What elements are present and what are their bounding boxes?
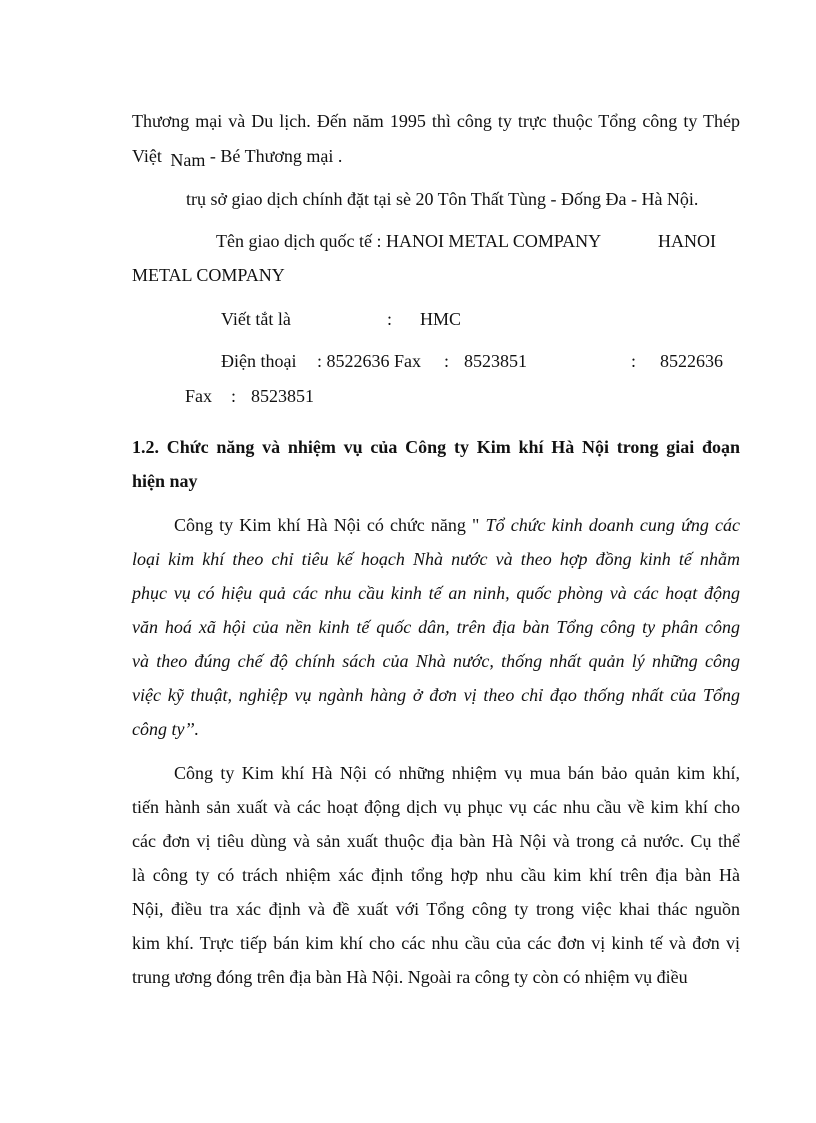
- para2-last-line: trung ương đóng trên địa bàn Hà Nội. Ngoài ra công ty còn có nhiệm vụ điều: [132, 967, 688, 987]
- intro-line-2-a: Việt: [132, 146, 162, 166]
- fax-colon: :: [231, 386, 237, 406]
- phone-fax-inline: : 8522636 Fax: [317, 351, 422, 371]
- para2-line: Nội, điều tra xác định và đề xuất với Tổng công ty trong việc khai thác nguồn: [132, 899, 740, 919]
- para1-line: loại kim khí theo chỉ tiêu kế hoạch Nhà nước và theo hợp đồng kinh tế nhằm: [132, 549, 740, 569]
- para1-lead: [174, 514, 740, 536]
- abbr-label: Viết tắt là: [221, 309, 291, 329]
- para1-lead-italic: Tổ chức kinh doanh cung ứng các: [485, 515, 741, 535]
- para2-first-line: Công ty Kim khí Hà Nội có những nhiệm vụ mua bán bảo quản kim khí,: [174, 763, 740, 783]
- section-heading-line-1: 1.2. Chức năng và nhiệm vụ của Công ty Kim khí Hà Nội trong giai đoạn: [132, 437, 740, 457]
- para2-line: tiến hành sản xuất và các hoạt động dịch vụ phục vụ các nhu cầu về kim khí cho: [132, 797, 740, 817]
- fax-number-inline: 8523851: [464, 351, 527, 371]
- phone-colon-2: :: [631, 351, 637, 371]
- intro-line-2-b: Nam: [170, 150, 206, 170]
- address-line: trụ sở giao dịch chính đặt tại sè 20 Tôn Thất Tùng - Đống Đa - Hà Nội.: [186, 189, 699, 209]
- para2-line: kim khí. Trực tiếp bán kim khí cho các nhu cầu của các đơn vị kinh tế và đơn vị: [132, 933, 740, 953]
- intro-line-2: [132, 145, 343, 170]
- fax-number: 8523851: [251, 386, 314, 406]
- abbr-colon: :: [387, 309, 393, 329]
- para1-line: việc kỹ thuật, nghiệp vụ ngành hàng ở đơn vị theo chỉ đạo thống nhất của Tổng: [132, 685, 740, 705]
- intro-line-1: Thương mại và Du lịch. Đến năm 1995 thì công ty trực thuộc Tổng công ty Thép: [132, 111, 740, 131]
- trade-name-a: Tên giao dịch quốc tế : HANOI METAL COMPANY: [216, 231, 602, 251]
- abbr-value: HMC: [420, 309, 462, 329]
- phone-number-2: 8522636: [660, 351, 723, 371]
- para1-line: phục vụ có hiệu quả các nhu cầu kinh tế an ninh, quốc phòng và các hoạt động: [132, 583, 740, 603]
- fax-label: Fax: [185, 386, 212, 406]
- trade-name-c: METAL COMPANY: [132, 265, 285, 285]
- para2-line: là công ty có trách nhiệm xác định tổng hợp nhu cầu kim khí trên địa bàn Hà: [132, 865, 740, 885]
- section-heading-line-2: hiện nay: [132, 471, 198, 491]
- para1-line: văn hoá xã hội của nền kinh tế quốc dân, trên địa bàn Tổng công ty phân công: [132, 617, 740, 637]
- para1-last-line: công ty’’.: [132, 719, 199, 739]
- para2-line: các đơn vị tiêu dùng và sản xuất thuộc địa bàn Hà Nội và trong cả nước. Cụ thể: [132, 831, 740, 851]
- phone-colon-1: :: [444, 351, 450, 371]
- para1-line: và theo đúng chế độ chính sách của Nhà nước, thống nhất quản lý những công: [132, 651, 740, 671]
- intro-line-2-c: - Bé Thương mại .: [209, 146, 343, 166]
- para1-lead-text: Công ty Kim khí Hà Nội có chức năng ": [174, 515, 480, 535]
- phone-label: Điện thoại: [221, 351, 297, 371]
- trade-name-b: HANOI: [658, 231, 716, 251]
